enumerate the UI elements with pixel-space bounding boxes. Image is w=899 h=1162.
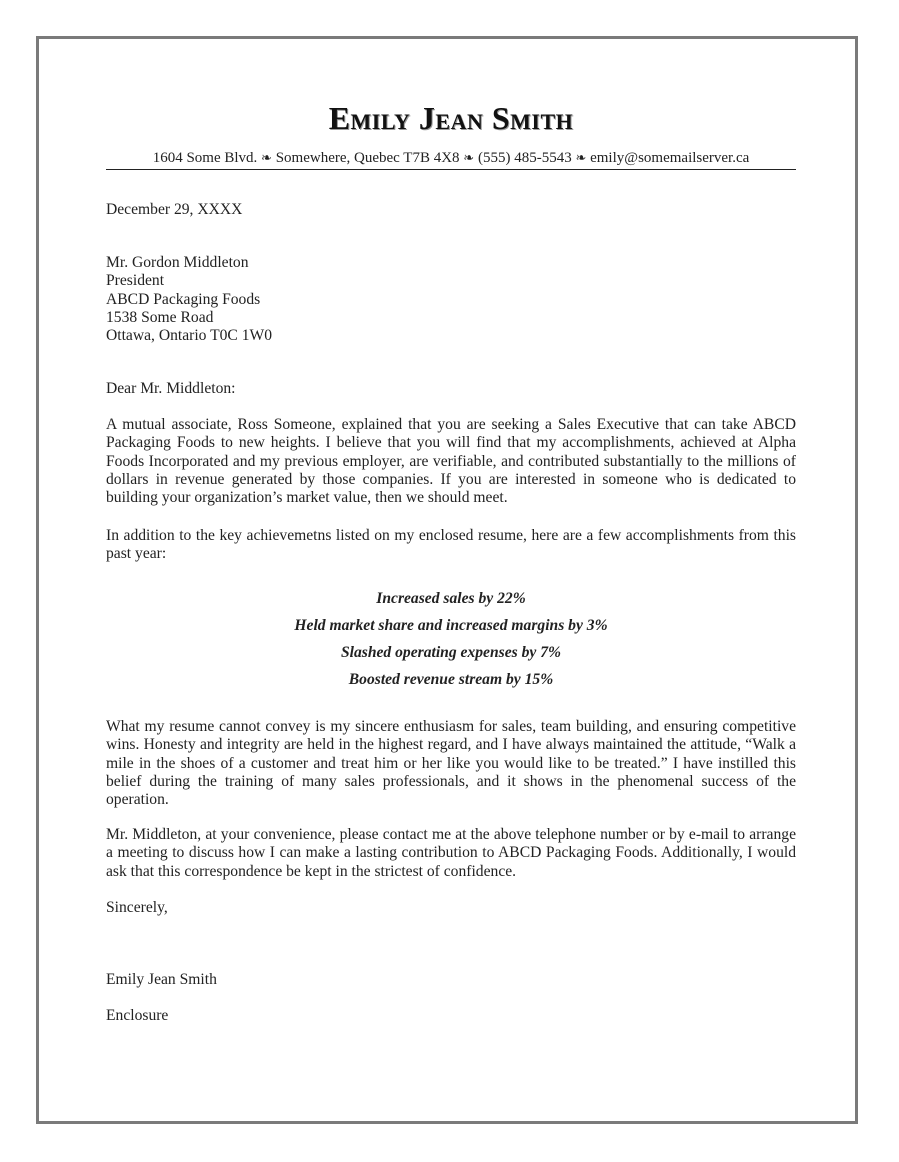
enclosure-note: Enclosure bbox=[106, 1007, 169, 1024]
letter-date: December 29, XXXX bbox=[106, 201, 243, 218]
recipient-street: 1538 Some Road bbox=[106, 308, 214, 326]
closing: Sincerely, bbox=[106, 899, 168, 916]
paragraph-intro: A mutual associate, Ross Someone, explained that you are seeking a Sales Executive that can take ABCD Packaging Foods to new heights. I believe that you will find that my accomplishments, achieved at Alpha Foods Incorporated and my previous employer, are verifiable, and contributed substantially to the millions of dollars in revenue generated by those companies. If you are interested in someone who is dedicated to building your organization’s market value, then we should meet. bbox=[106, 416, 796, 507]
fleuron-separator-icon: ❧ bbox=[463, 150, 475, 165]
contact-email: emily@somemailserver.ca bbox=[590, 150, 750, 166]
contact-phone: (555) 485-5543 bbox=[477, 150, 572, 166]
achievement-item: Increased sales by 22% bbox=[376, 590, 526, 607]
recipient-address bbox=[106, 254, 272, 345]
contact-city: Somewhere, Quebec T7B 4X8 bbox=[275, 150, 460, 166]
contact-line bbox=[106, 149, 796, 170]
achievements-list bbox=[106, 590, 796, 698]
fleuron-separator-icon: ❧ bbox=[575, 150, 587, 165]
achievement-item: Held market share and increased margins by 3% bbox=[294, 617, 608, 634]
paragraph-request: Mr. Middleton, at your convenience, please contact me at the above telephone number or by e-mail to arrange a meeting to discuss how I can make a lasting contribution to ABCD Packaging Foods. Additionally, I would ask that this correspondence be kept in the strictest of confidence. bbox=[106, 826, 796, 880]
sender-name: Emily Jean Smith bbox=[328, 100, 574, 136]
achievement-item: Slashed operating expenses by 7% bbox=[340, 644, 562, 661]
recipient-name: Mr. Gordon Middleton bbox=[106, 254, 249, 271]
achievement-item: Boosted revenue stream by 15% bbox=[348, 671, 554, 688]
recipient-company: ABCD Packaging Foods bbox=[106, 290, 261, 308]
paragraph-achievements-intro: In addition to the key achievemetns listed on my enclosed resume, here are a few accomplishments from this past year: bbox=[106, 527, 796, 563]
fleuron-separator-icon: ❧ bbox=[261, 150, 272, 165]
recipient-title: President bbox=[106, 272, 165, 290]
salutation: Dear Mr. Middleton: bbox=[106, 380, 236, 397]
paragraph-enthusiasm: What my resume cannot convey is my sincere enthusiasm for sales, team building, and ensuring competitive wins. Honesty and integrity are held in the highest regard, and I have always maintained the attitude, “Walk a mile in the shoes of a customer and treat him or her like you would like to be treated.” I have instilled this belief during the training of many sales professionals, and it shows in the phenomenal success of the operation. bbox=[106, 718, 796, 809]
contact-address: 1604 Some Blvd. bbox=[152, 150, 258, 166]
recipient-city: Ottawa, Ontario T0C 1W0 bbox=[106, 327, 273, 345]
signature-name: Emily Jean Smith bbox=[106, 971, 217, 988]
letter-page bbox=[36, 36, 858, 1124]
